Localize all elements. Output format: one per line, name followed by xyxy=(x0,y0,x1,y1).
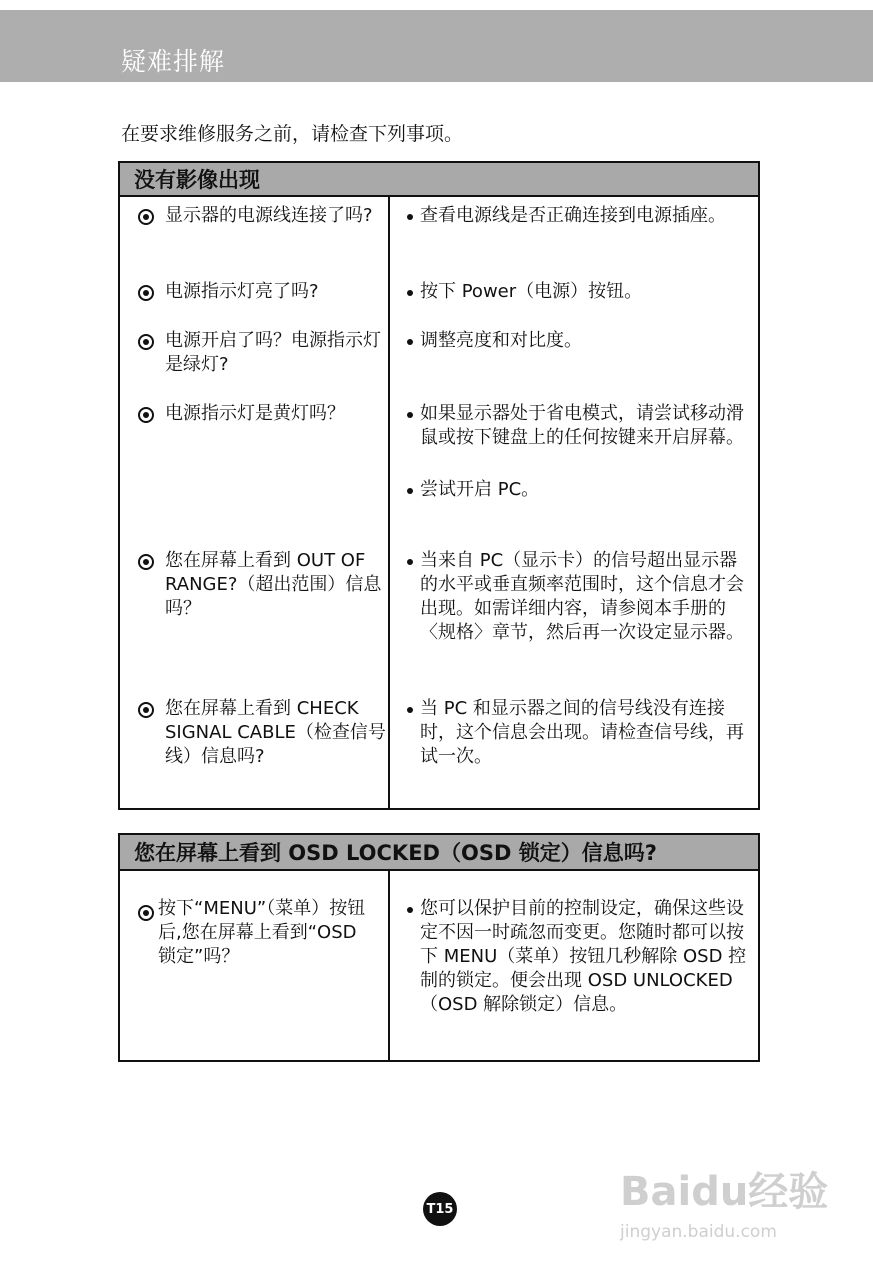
answer-text: 按下 Power（电源）按钮。 xyxy=(420,281,643,302)
question-item xyxy=(136,402,386,426)
radio-bullet-icon xyxy=(138,334,154,350)
question-text: 您在屏幕上看到 OUT OF RANGE?（超出范围）信息吗？ xyxy=(165,550,382,619)
question-text: 电源指示灯亮了吗? xyxy=(165,281,319,302)
section-title: 没有影像出现 xyxy=(120,163,758,197)
column-divider xyxy=(388,197,390,808)
dot-bullet-icon xyxy=(407,214,413,220)
answer-text: 您可以保护目前的控制设定，确保这些设定不因一时疏忽而变更。您随时都可以按下 MENU（菜单）按钮几秒解除 OSD 控制的锁定。便会出现 OSD UNLOCKED（OSD 解除锁定）信息。 xyxy=(420,898,747,1015)
dot-bullet-icon xyxy=(407,488,413,494)
answer-text: 当来自 PC（显示卡）的信号超出显示器的水平或垂直频率范围时，这个信息才会出现。如需详细内容，请参阅本手册的〈规格〉章节，然后再一次设定显示器。 xyxy=(420,550,744,643)
radio-bullet-icon xyxy=(138,554,154,570)
answer-text: 尝试开启 PC。 xyxy=(420,479,540,500)
dot-bullet-icon xyxy=(407,907,413,913)
radio-bullet-icon xyxy=(138,407,154,423)
question-text: 按下“MENU”（菜单）按钮后,您在屏幕上看到“OSD 锁定”吗？ xyxy=(158,898,366,967)
answer-item xyxy=(406,897,751,1017)
dot-bullet-icon xyxy=(407,707,413,713)
page-number-badge: T15 xyxy=(423,1192,457,1226)
radio-bullet-icon xyxy=(138,905,154,921)
answer-item xyxy=(406,402,751,450)
radio-bullet-icon xyxy=(138,702,154,718)
question-item xyxy=(136,329,386,377)
dot-bullet-icon xyxy=(407,559,413,565)
answer-item xyxy=(406,329,751,353)
answer-item xyxy=(406,697,751,769)
answer-item xyxy=(406,204,751,228)
question-item xyxy=(136,549,386,621)
no-image-panel xyxy=(118,161,760,810)
question-text: 电源开启了吗？电源指示灯是绿灯? xyxy=(165,330,381,375)
answer-text: 当 PC 和显示器之间的信号线没有连接时，这个信息会出现。请检查信号线，再试一次。 xyxy=(420,698,744,767)
question-text: 电源指示灯是黄灯吗？ xyxy=(165,403,345,424)
page-title: 疑难排解 xyxy=(121,47,226,76)
question-item xyxy=(136,697,386,769)
question-item xyxy=(136,280,386,304)
question-item xyxy=(136,204,386,228)
question-text: 您在屏幕上看到 CHECK SIGNAL CABLE（检查信号线）信息吗? xyxy=(165,698,386,767)
answer-item xyxy=(406,478,751,502)
answer-text: 调整亮度和对比度。 xyxy=(420,330,582,351)
radio-bullet-icon xyxy=(138,209,154,225)
intro-text: 在要求维修服务之前，请检查下列事项。 xyxy=(121,123,464,145)
dot-bullet-icon xyxy=(407,412,413,418)
answer-item xyxy=(406,280,751,304)
answer-text: 如果显示器处于省电模式，请尝试移动滑鼠或按下键盘上的任何按键来开启屏幕。 xyxy=(420,403,744,448)
dot-bullet-icon xyxy=(407,339,413,345)
question-item xyxy=(136,897,376,969)
dot-bullet-icon xyxy=(407,290,413,296)
radio-bullet-icon xyxy=(138,285,154,301)
osd-locked-panel xyxy=(118,833,760,1062)
answer-item xyxy=(406,549,751,645)
answer-text: 查看电源线是否正确连接到电源插座。 xyxy=(420,205,726,226)
question-text: 显示器的电源线连接了吗? xyxy=(165,205,373,226)
section-title: 您在屏幕上看到 OSD LOCKED（OSD 锁定）信息吗? xyxy=(120,835,758,871)
watermark-url: jingyan.baidu.com xyxy=(620,1222,777,1242)
column-divider xyxy=(388,871,390,1060)
watermark-logo: Baidu经验 xyxy=(620,1169,829,1215)
